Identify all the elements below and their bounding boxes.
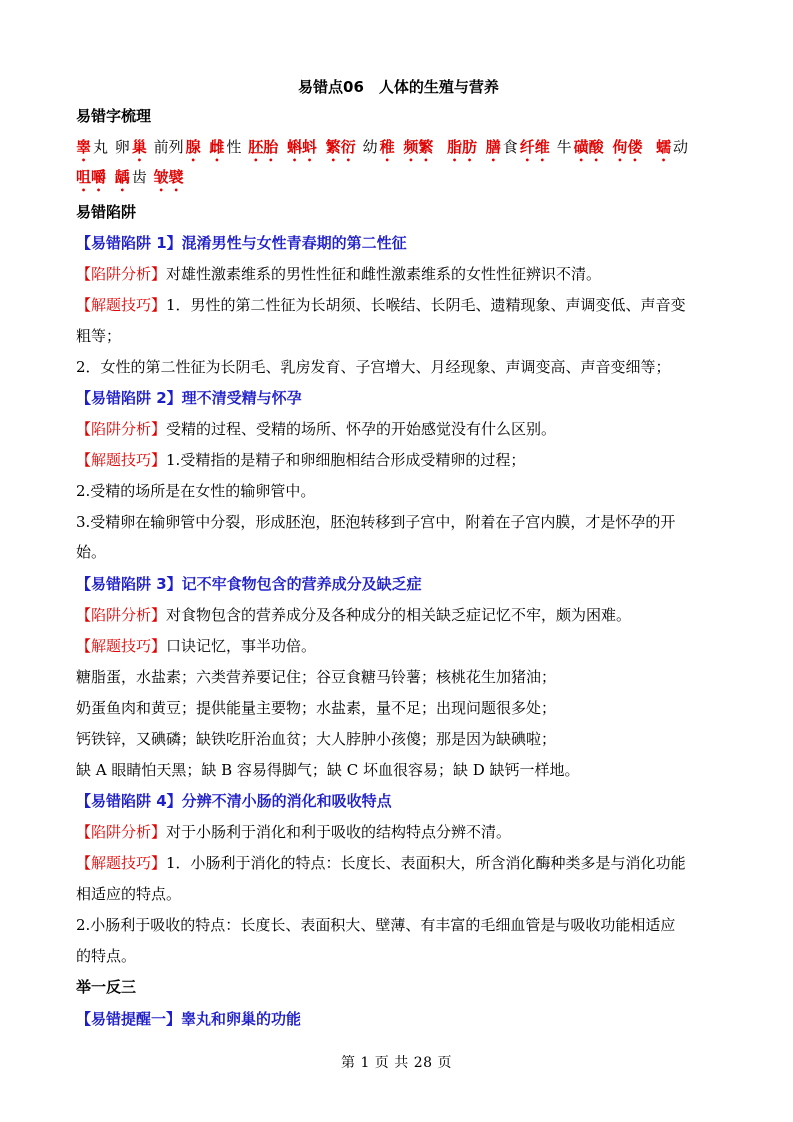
plain-text: 齿: [131, 168, 152, 186]
trap-4-tip-continued: 相适应的特点。: [76, 885, 182, 903]
typo-word: 腺: [185, 138, 201, 156]
tips-text: 1．男性的第二性征为长胡须、长喉结、长阴毛、遗精现象、声调变低、声音变: [166, 296, 686, 314]
typo-word: 蝌蚪: [287, 138, 318, 156]
trap-3-analysis: [76, 605, 721, 625]
typo-word: 皱襞: [153, 168, 184, 186]
typo-word: 睾: [76, 138, 92, 156]
typo-word: 脂肪: [446, 138, 477, 156]
plain-text: [280, 138, 285, 156]
trap-2-tip-3: 3.受精卵在输卵管中分裂，形成胚泡，胚泡转移到子宫中，附着在子宫内膜，才是怀孕的开: [76, 513, 676, 531]
analysis-text: 对雄性激素维系的男性性征和雌性激素维系的女性性征辨识不清。: [166, 265, 602, 283]
plain-text: [319, 138, 324, 156]
plain-text: [435, 138, 445, 156]
plain-text: [108, 168, 113, 186]
trap-3-title: 【易错陷阱 3】记不牢食物包含的营养成分及缺乏症: [76, 575, 422, 593]
trap-2-tip-2: 2.受精的场所是在女性的输卵管中。: [76, 482, 316, 500]
tips-label: 【解题技巧】: [76, 637, 167, 655]
plain-text: [479, 138, 484, 156]
typo-words-line-1: [76, 137, 721, 165]
trap-1-analysis: [76, 264, 721, 284]
trap-1-title: 【易错陷阱 1】混淆男性与女性青春期的第二性征: [76, 234, 407, 252]
analysis-label: 【陷阱分析】: [76, 265, 167, 283]
plain-text: 动: [672, 138, 688, 156]
plain-text: [644, 138, 654, 156]
trap-4-tip-2: 2.小肠利于吸收的特点：长度长、表面积大、壁薄、有丰富的毛细血管是与吸收功能相适应: [76, 916, 676, 934]
trap-4-tips: [76, 853, 721, 873]
reminder-1-title: 【易错提醒一】睾丸和卵巢的功能: [76, 1010, 302, 1028]
analysis-label: 【陷阱分析】: [76, 420, 167, 438]
tips-label: 【解题技巧】: [76, 451, 167, 469]
typo-word: 胚胎: [248, 138, 279, 156]
tips-label: 【解题技巧】: [76, 854, 167, 872]
plain-text: [203, 138, 208, 156]
plain-text: 卵: [110, 138, 130, 156]
trap-4-tip-2-continued: 的特点。: [76, 947, 137, 965]
typo-word: 雌: [209, 138, 225, 156]
analysis-text: 对于小肠利于消化和利于吸收的结构特点分辨不清。: [166, 823, 512, 841]
trap-4-title: 【易错陷阱 4】分辨不清小肠的消化和吸收特点: [76, 792, 392, 810]
plain-text: 幼: [357, 138, 378, 156]
typo-word: 膳: [485, 138, 501, 156]
analysis-text: 受精的过程、受精的场所、怀孕的开始感觉没有什么区别。: [166, 420, 557, 438]
plain-text: [397, 138, 402, 156]
mnemonic-verse-1: 糖脂蛋，水盐素；六类营养要记住；谷豆食糖马铃薯；核桃花生加猪油；: [76, 668, 557, 686]
typo-word: 咀嚼: [76, 168, 107, 186]
plain-text: 丸: [93, 138, 109, 156]
trap-2-tips: [76, 450, 721, 470]
tips-text: 1．小肠利于消化的特点：长度长、表面积大，所含消化酶种类多是与消化功能: [166, 854, 686, 872]
plain-text: 性: [226, 138, 247, 156]
section-heading-typos: 易错字梳理: [76, 107, 152, 125]
typo-word: 佝偻: [612, 138, 643, 156]
typo-word: 蠕: [655, 138, 671, 156]
trap-2-tip-3-continued: 始。: [76, 543, 107, 561]
trap-2-title: 【易错陷阱 2】理不清受精与怀孕: [76, 389, 302, 407]
typo-word: 繁衍: [325, 138, 356, 156]
trap-3-tips: [76, 636, 721, 656]
typo-words-line-2: [76, 167, 721, 195]
tips-text: 1.受精指的是精子和卵细胞相结合形成受精卵的过程；: [166, 451, 526, 469]
analysis-label: 【陷阱分析】: [76, 823, 167, 841]
trap-2-analysis: [76, 419, 721, 439]
mnemonic-verse-4: 缺 A 眼睛怕天黑；缺 B 容易得脚气；缺 C 坏血很容易；缺 D 缺钙一样地。: [76, 761, 580, 779]
trap-1-tips: [76, 295, 721, 315]
tips-text: 口诀记忆，事半功倍。: [166, 637, 317, 655]
page-footer: 第 1 页 共 28 页: [341, 1055, 452, 1071]
mnemonic-verse-3: 钙铁锌，又碘磷；缺铁吃肝治血贫；大人脖肿小孩傻；那是因为缺碘啦；: [76, 730, 557, 748]
section-heading-practice: 举一反三: [76, 978, 137, 996]
tips-label: 【解题技巧】: [76, 296, 167, 314]
typo-word: 稚: [379, 138, 395, 156]
analysis-text: 对食物包含的营养成分及各种成分的相关缺乏症记忆不牢，颇为困难。: [166, 606, 632, 624]
trap-4-analysis: [76, 822, 721, 842]
typo-word: 纤维: [519, 138, 550, 156]
typo-word: 巢: [131, 138, 147, 156]
section-heading-traps: 易错陷阱: [76, 203, 137, 221]
plain-text: 牛: [551, 138, 572, 156]
plain-text: [606, 138, 611, 156]
analysis-label: 【陷阱分析】: [76, 606, 167, 624]
trap-1-tip-2: 2．女性的第二性征为长阴毛、乳房发育、子宫增大、月经现象、声调变高、声音变细等；: [76, 358, 671, 376]
page-title: 易错点06 人体的生殖与营养: [298, 78, 499, 96]
plain-text: 前列: [148, 138, 184, 156]
mnemonic-verse-2: 奶蛋鱼肉和黄豆；提供能量主要物；水盐素，量不足；出现问题很多处；: [76, 699, 557, 717]
trap-1-tip-continued: 粗等；: [76, 327, 122, 345]
typo-word: 龋: [114, 168, 130, 186]
plain-text: 食: [502, 138, 518, 156]
typo-word: 磺酸: [573, 138, 604, 156]
typo-word: 频繁: [403, 138, 434, 156]
